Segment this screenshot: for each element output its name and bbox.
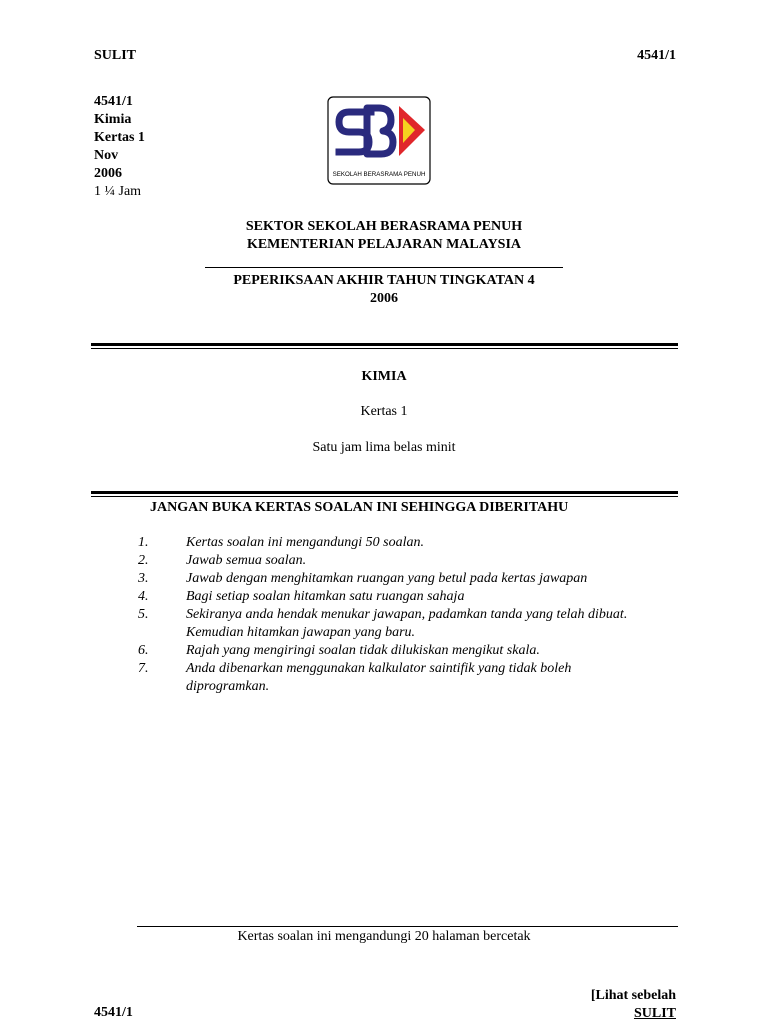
warning-heading: JANGAN BUKA KERTAS SOALAN INI SEHINGGA DIBERITAHU: [150, 500, 569, 515]
meta-code: 4541/1: [94, 94, 133, 109]
instruction-item: [138, 552, 698, 570]
instruction-item: [138, 606, 698, 642]
instruction-text: [186, 552, 698, 570]
meta-month: Nov: [94, 148, 119, 163]
instructions-list: [138, 534, 698, 696]
instruction-line: Sekiranya anda hendak menukar jawapan, padamkan tanda yang telah dibuat.: [186, 607, 628, 622]
page-count-note: Kertas soalan ini mengandungi 20 halaman bercetak: [237, 929, 531, 944]
instruction-number: 3.: [138, 571, 149, 586]
instruction-line: Jawab semua soalan.: [186, 553, 307, 568]
instruction-line: Kemudian hitamkan jawapan yang baru.: [186, 625, 416, 640]
instruction-item: [138, 642, 698, 660]
instruction-line: Jawab dengan menghitamkan ruangan yang betul pada kertas jawapan: [186, 571, 588, 586]
organization: [0, 218, 768, 254]
instruction-line: Anda dibenarkan menggunakan kalkulator saintifik yang tidak boleh: [186, 661, 572, 676]
instruction-line: Bagi setiap soalan hitamkan satu ruangan sahaja: [186, 589, 465, 604]
footer-divider: [137, 926, 678, 927]
instruction-number: 5.: [138, 607, 149, 622]
divider-thin: [91, 348, 678, 349]
instruction-item: [138, 588, 698, 606]
instruction-line: Rajah yang mengiringi soalan tidak dilukiskan mengikut skala.: [186, 643, 540, 658]
instruction-number: 6.: [138, 643, 149, 658]
meta-year: 2006: [94, 166, 122, 181]
paper-duration: Satu jam lima belas minit: [312, 440, 456, 455]
meta-paper: Kertas 1: [94, 130, 145, 145]
instruction-text: [186, 606, 698, 642]
divider-thin: [91, 496, 678, 497]
turn-over-label: [Lihat sebelah: [590, 988, 676, 1003]
instruction-text: [186, 642, 698, 660]
instruction-text: [186, 588, 698, 606]
footer-classification: SULIT: [633, 1006, 676, 1021]
instruction-number: 4.: [138, 589, 149, 604]
paper-number: Kertas 1: [360, 404, 408, 419]
instruction-text: [186, 660, 698, 696]
instruction-number: 7.: [138, 661, 149, 676]
organization-line-1: SEKTOR SEKOLAH BERASRAMA PENUH: [245, 219, 523, 234]
instruction-text: [186, 570, 698, 588]
sbp-logo-icon: [327, 96, 431, 185]
instruction-text: [186, 534, 698, 552]
divider-thick: [91, 343, 678, 346]
organization-line-2: KEMENTERIAN PELAJARAN MALAYSIA: [246, 237, 522, 252]
subject-title: KIMIA: [361, 369, 407, 384]
turn-over-block: [591, 987, 676, 1023]
sbp-logo: [327, 96, 431, 185]
exam-title: [0, 272, 768, 308]
instruction-number: 2.: [138, 553, 149, 568]
paper-meta: [94, 93, 145, 201]
exam-title-line-1: PEPERIKSAAN AKHIR TAHUN TINGKATAN 4: [233, 273, 535, 288]
instruction-item: [138, 660, 698, 696]
instruction-line: Kertas soalan ini mengandungi 50 soalan.: [186, 535, 425, 550]
instruction-line: diprogramkan.: [186, 679, 270, 694]
divider-thick: [91, 491, 678, 494]
header-paper-code: 4541/1: [637, 48, 676, 63]
logo-caption: SEKOLAH BERASRAMA PENUH: [332, 171, 426, 178]
instruction-number: 1.: [138, 535, 149, 550]
footer-paper-code: 4541/1: [94, 1005, 133, 1020]
exam-title-year: 2006: [370, 291, 398, 306]
instruction-item: [138, 570, 698, 588]
meta-duration: 1 ¼ Jam: [94, 184, 142, 199]
divider-thin: [205, 267, 563, 268]
instruction-item: [138, 534, 698, 552]
header-classification: SULIT: [94, 48, 137, 63]
meta-subject: Kimia: [94, 112, 132, 127]
